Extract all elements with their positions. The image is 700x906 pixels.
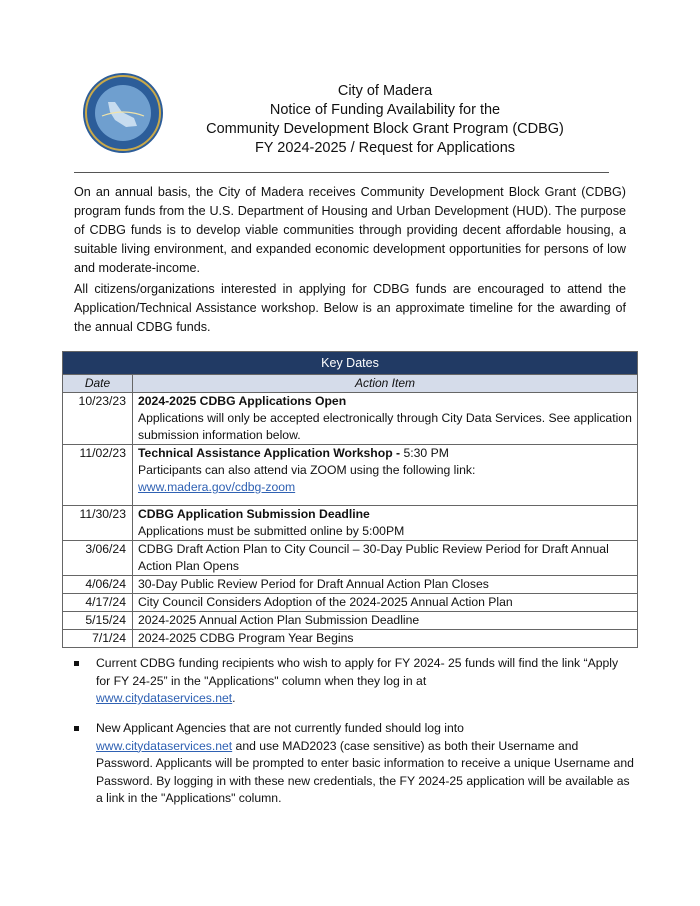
row-action	[133, 445, 638, 506]
row-action: 2024-2025 CDBG Program Year Begins	[133, 630, 638, 648]
citydataservices-link[interactable]: www.citydataservices.net	[96, 738, 233, 753]
row-action-detail: Applications must be submitted online by 5:00PM	[138, 524, 405, 538]
row-action: 2024-2025 Annual Action Plan Submission Deadline	[133, 612, 638, 630]
bullet-end: .	[232, 691, 236, 705]
row-date: 5/15/24	[63, 612, 133, 630]
row-action-title: Technical Assistance Application Workshop -	[138, 446, 401, 460]
row-action	[133, 393, 638, 445]
row-action-detail: Participants can also attend via ZOOM using the following link:	[138, 463, 476, 477]
column-header-action: Action Item	[133, 375, 638, 393]
bullet-square-icon	[74, 726, 79, 731]
header-program: Community Development Block Grant Program (CDBG)	[206, 121, 564, 137]
table-row	[63, 594, 638, 612]
row-action: CDBG Draft Action Plan to City Council – 30-Day Public Review Period for Draft Annual Action Plan Opens	[133, 541, 638, 576]
header-notice: Notice of Funding Availability for the	[269, 102, 501, 118]
bullet-text: New Applicant Agencies that are not currently funded should log into	[96, 721, 464, 735]
bullet-text-cont: and use MAD2023 (case sensitive) as both their Username and Password. Applicants will be prompted to enter basic information to receive a unique Username and Password. By logging in with these new credentials, the FY 2024-25 application will be available as a link in the "Applications" column.	[96, 738, 634, 805]
table-row	[63, 630, 638, 648]
row-date: 4/06/24	[63, 576, 133, 594]
row-action-time: 5:30 PM	[400, 446, 449, 460]
bullet-square-icon	[74, 661, 79, 666]
intro-paragraph-2: All citizens/organizations interested in applying for CDBG funds are encouraged to attend the Application/Technical Assistance workshop. Below is an approximate timeline for the awarding of the annual CDBG funds.	[74, 282, 626, 334]
row-action: 30-Day Public Review Period for Draft Annual Action Plan Closes	[133, 576, 638, 594]
row-date: 7/1/24	[63, 630, 133, 648]
bullet-current-recipients	[74, 655, 634, 708]
city-seal-logo	[82, 72, 164, 154]
row-date: 3/06/24	[63, 541, 133, 576]
citydataservices-link[interactable]: www.citydataservices.net	[96, 691, 233, 705]
document-header	[190, 82, 580, 158]
header-divider	[74, 172, 609, 173]
row-action-detail: Applications will only be accepted electronically through City Data Services. See application submission information below.	[138, 411, 632, 442]
table-row	[63, 393, 638, 445]
row-action	[133, 506, 638, 541]
row-action-title: CDBG Application Submission Deadline	[138, 507, 370, 521]
table-row	[63, 541, 638, 576]
intro-paragraph-1: On an annual basis, the City of Madera receives Community Development Block Grant (CDBG) program funds from the U.S. Department of Housing and Urban Development (HUD). The purpose of CDBG funds is to develop viable communities through providing decent affordable housing, a suitable living environment, and expanded economic development opportunities for persons of low and moderate-income.	[74, 185, 626, 275]
table-row	[63, 612, 638, 630]
header-city: City of Madera	[337, 83, 433, 99]
row-date: 10/23/23	[63, 393, 133, 445]
column-header-date: Date	[63, 375, 133, 393]
row-date: 4/17/24	[63, 594, 133, 612]
table-row	[63, 445, 638, 506]
zoom-link[interactable]: www.madera.gov/cdbg-zoom	[138, 480, 296, 494]
bullet-new-applicants	[74, 720, 634, 808]
bullet-text: Current CDBG funding recipients who wish to apply for FY 2024- 25 funds will find the link “Apply for FY 24-25” in the "Applications" column when they log in at	[96, 656, 619, 688]
table-row	[63, 506, 638, 541]
row-date: 11/30/23	[63, 506, 133, 541]
key-dates-table	[62, 351, 638, 648]
row-action-title: 2024-2025 CDBG Applications Open	[138, 394, 347, 408]
header-fy: FY 2024-2025 / Request for Applications	[254, 140, 516, 156]
key-dates-title: Key Dates	[63, 352, 638, 375]
row-date: 11/02/23	[63, 445, 133, 506]
row-action: City Council Considers Adoption of the 2024-2025 Annual Action Plan	[133, 594, 638, 612]
table-row	[63, 576, 638, 594]
